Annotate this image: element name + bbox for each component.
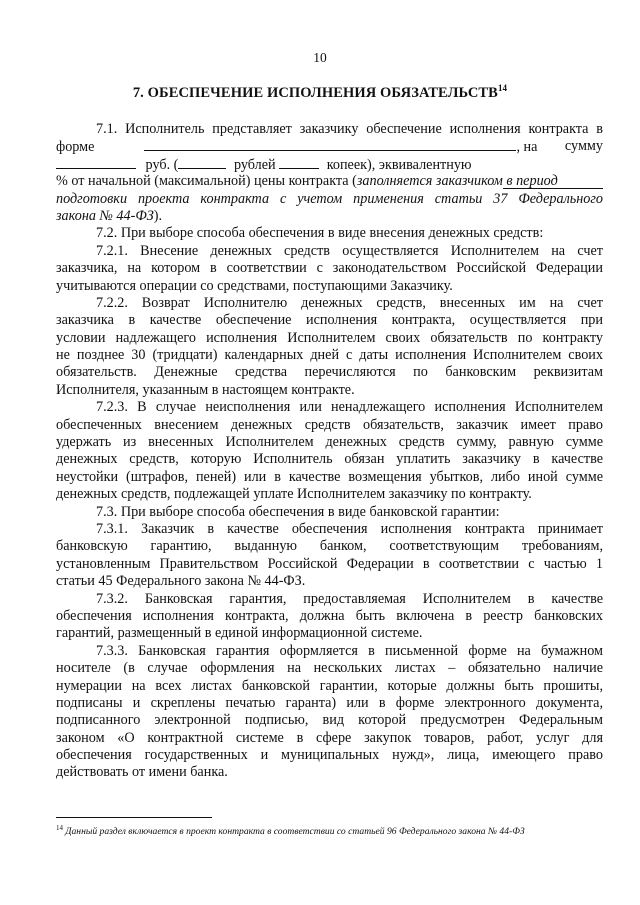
p723-line: обеспеченных внесением денежных средств обязательств, заказчик имеет право	[56, 416, 603, 433]
p71-on-word: , на	[516, 139, 538, 156]
p72: 7.2. При выборе способа обеспечения в виде внесения денежных средств:	[96, 225, 544, 242]
p71-note2: подготовки проекта контракта с учетом применения статьи 37 Федерального	[56, 190, 603, 207]
p71-note1: заполняется заказчиком в период	[356, 173, 558, 190]
p71-rubley: рублей	[233, 156, 276, 173]
p71-sum-word: сумму	[564, 138, 603, 155]
p723-line: 7.2.3. В случае неисполнения или ненадлежащего исполнения Исполнителем	[96, 399, 603, 416]
p71-line4	[56, 173, 603, 190]
p71-kopeek: копеек), эквивалентную	[326, 156, 472, 173]
p731-line: установленным Правительством Российской Федерации в соответствии с частью 1	[56, 555, 603, 572]
p733-line: подписаны и скреплены печатью гаранта) или в форме электронного документа,	[56, 694, 603, 711]
p732-line: обеспечения исполнения контракта, должна быть включена в реестр банковских	[56, 607, 603, 624]
p731-line: 7.3.1. Заказчик в качестве обеспечения исполнения контракта принимает	[96, 520, 603, 537]
rubles-blank-field[interactable]	[178, 156, 226, 169]
p721-line: 7.2.1. Внесение денежных средств осуществляется Исполнителем на счет	[96, 242, 603, 259]
p71-line1: 7.1. Исполнитель представляет заказчику обеспечение исполнения контракта в	[96, 121, 603, 137]
p733-line: законом «О контрактной системе в сфере закупок товаров, работ, услуг для	[56, 729, 603, 746]
kopecks-blank-field[interactable]	[279, 156, 319, 169]
p733-line: действовать от имени банка.	[56, 764, 228, 781]
p722-line: условии надлежащего исполнения Исполнителем своих обязательств по контракту	[56, 329, 603, 346]
section-title-text: 7. ОБЕСПЕЧЕНИЕ ИСПОЛНЕНИЯ ОБЯЗАТЕЛЬСТВ	[132, 85, 498, 101]
p732-line: гарантий, размещенный в единой информационной системе.	[56, 625, 423, 642]
footnote-number: 14	[56, 823, 63, 832]
section-title	[0, 85, 640, 102]
p71-note3: закона № 44-ФЗ	[56, 207, 154, 224]
p721-line: учитываются операции со средствами, поступающими Заказчику.	[56, 277, 453, 294]
sum-blank-field[interactable]	[56, 156, 136, 169]
p722-line: заказчика в качестве обеспечение исполнения контракта, осуществляется при	[56, 312, 603, 329]
p723-line: неустойки (штрафов, пеней) или в качестве возмещения убытков, либо иной сумме	[56, 468, 603, 485]
p731-line: статьи 45 Федерального закона № 44-ФЗ.	[56, 573, 306, 590]
p732-line: 7.3.2. Банковская гарантия, предоставляемая Исполнителем в качестве	[96, 590, 603, 607]
p71-form-word: форме	[56, 139, 95, 156]
p73: 7.3. При выборе способа обеспечения в виде банковской гарантии:	[96, 503, 500, 520]
p733-line: обеспечения государственных и муниципальных нужд», лица, имеющего право	[56, 747, 603, 764]
p723-line: денежных средств, подлежащей уплате Исполнителем заказчику по контракту.	[56, 486, 532, 503]
p733-line: носителе (в случае оформления на нескольких листах – обязательно наличие	[56, 660, 603, 677]
p722-line: Исполнителя, указанным в настоящем контракте.	[56, 381, 355, 398]
p723-line: удержать из внесенных Исполнителем денежных средств сумму, равную сумме	[56, 434, 603, 451]
footnote-separator	[56, 817, 212, 818]
p723-line: денежных средств, которую Исполнитель обязан уплатить заказчику в качестве	[56, 451, 603, 468]
p721-line: заказчика, на котором в соответствии с законодательством Российской Федерации	[56, 260, 603, 277]
p71-line3	[56, 156, 603, 173]
p71-rub: руб. (	[145, 156, 179, 173]
p731-line: банковскую гарантию, выданную банком, соответствующим требованиям,	[56, 538, 603, 555]
p722-line: обязательств. Денежные средства перечисляются по банковским реквизитам	[56, 364, 603, 381]
p71-end: ).	[153, 207, 163, 224]
footnote-ref: 14	[497, 83, 508, 94]
footnote	[56, 823, 616, 837]
p733-line: 7.3.3. Банковская гарантия оформляется в письменной форме на бумажном	[96, 642, 603, 659]
page-number: 10	[313, 50, 327, 65]
footnote-text: Данный раздел включается в проект контракта в соответствии со статьей 96 Федерального закона № 44-ФЗ	[65, 826, 525, 837]
form-blank-field[interactable]	[144, 138, 516, 151]
p71-pct: % от начальной (максимальной) цены контракта (	[56, 173, 357, 190]
p733-line: подписанного электронной подписью, вид которой предусмотрен Федеральным	[56, 712, 603, 729]
p722-line: не позднее 30 (тридцати) календарных дней с даты исполнения Исполнителем своих	[56, 347, 603, 364]
p71-line2	[56, 138, 603, 155]
p71-line6	[56, 208, 603, 225]
p722-line: 7.2.2. Возврат Исполнителю денежных средств, внесенных им на счет	[96, 294, 603, 311]
p71-line5	[56, 191, 603, 208]
document-body	[56, 121, 603, 782]
p733-line: нумерации на всех листах банковской гарантии, которые должны быть прошиты,	[56, 677, 603, 694]
